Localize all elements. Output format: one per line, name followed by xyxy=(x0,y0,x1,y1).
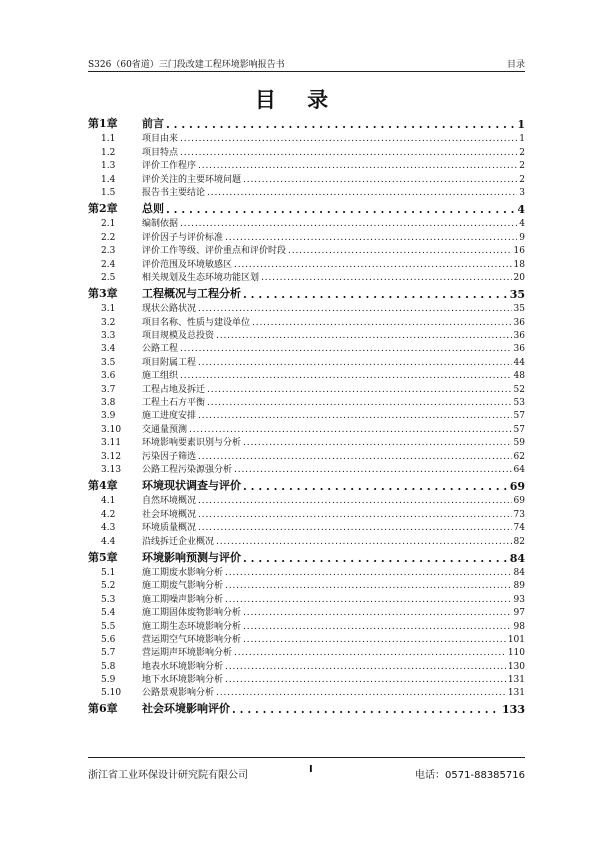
toc-entry-page: 84 xyxy=(513,567,525,578)
toc-leader-dots xyxy=(198,496,512,506)
toc-entry-page: 82 xyxy=(513,536,525,547)
toc-entry-title: 沿线拆迁企业概况 xyxy=(142,536,215,547)
toc-entry-page: 84 xyxy=(509,551,525,565)
toc-section-entry[interactable] xyxy=(88,565,525,578)
toc-entry-number: 第3章 xyxy=(88,286,118,300)
toc-section-entry[interactable] xyxy=(88,144,525,157)
toc-entry-title: 施工期废气影响分析 xyxy=(142,581,224,592)
toc-entry-title: 营运期声环境影响分析 xyxy=(142,648,233,659)
toc-leader-dots xyxy=(216,688,506,698)
footer-organization: 浙江省工业环保设计研究院有限公司 xyxy=(88,770,248,781)
toc-entry-page: 69 xyxy=(509,479,525,493)
toc-entry-number: 3.9 xyxy=(101,411,116,422)
toc-chapter-entry[interactable] xyxy=(88,698,525,716)
toc-entry-page: 57 xyxy=(513,424,525,435)
toc-section-entry[interactable] xyxy=(88,591,525,604)
toc-entry-title: 公路工程污染源强分析 xyxy=(142,464,233,475)
toc-entry-page: 18 xyxy=(513,259,525,270)
toc-section-entry[interactable] xyxy=(88,381,525,394)
toc-leader-dots xyxy=(166,118,515,131)
toc-section-entry[interactable] xyxy=(88,314,525,327)
toc-entry-number: 5.9 xyxy=(101,675,116,686)
toc-entry-number: 5.1 xyxy=(101,567,116,578)
toc-leader-dots xyxy=(243,175,517,185)
page-footer xyxy=(88,757,525,782)
toc-entry-number: 5.2 xyxy=(101,581,116,592)
toc-leader-dots xyxy=(243,608,512,618)
toc-section-entry[interactable] xyxy=(88,408,525,421)
toc-entry-title: 地下水环境影响分析 xyxy=(142,675,224,686)
toc-leader-dots xyxy=(180,344,512,354)
toc-entry-title: 报告书主要结论 xyxy=(142,187,206,198)
toc-section-entry[interactable] xyxy=(88,462,525,475)
toc-entry-page: 98 xyxy=(513,621,525,632)
toc-leader-dots xyxy=(198,161,517,171)
toc-leader-dots xyxy=(225,595,512,605)
toc-entry-page: 16 xyxy=(513,246,525,257)
toc-section-entry[interactable] xyxy=(88,158,525,171)
toc-entry-number: 3.12 xyxy=(101,451,122,462)
toc-chapter-entry[interactable] xyxy=(88,283,525,301)
toc-leader-dots xyxy=(180,219,517,229)
toc-section-entry[interactable] xyxy=(88,256,525,269)
toc-entry-title: 施工进度安排 xyxy=(142,411,197,422)
toc-section-entry[interactable] xyxy=(88,533,525,546)
toc-leader-dots xyxy=(198,358,512,368)
toc-entry-page: 1 xyxy=(519,134,525,145)
toc-section-entry[interactable] xyxy=(88,301,525,314)
toc-section-entry[interactable] xyxy=(88,493,525,506)
toc-chapter-entry[interactable] xyxy=(88,475,525,493)
toc-entry-number: 2.5 xyxy=(101,272,116,283)
toc-leader-dots xyxy=(234,260,512,270)
toc-entry-title: 环境质量概况 xyxy=(142,523,197,534)
toc-entry-number: 5.7 xyxy=(101,648,116,659)
toc-section-entry[interactable] xyxy=(88,421,525,434)
toc-entry-number: 第6章 xyxy=(88,702,118,716)
toc-entry-title: 总则 xyxy=(142,201,164,215)
header-section-label: 目录 xyxy=(506,60,525,70)
toc-leader-dots xyxy=(261,273,512,283)
toc-entry-page: 93 xyxy=(513,594,525,605)
page-header xyxy=(88,55,525,72)
toc-leader-dots xyxy=(198,411,512,421)
toc-entry-page: 4 xyxy=(519,219,525,230)
toc-leader-dots xyxy=(243,635,506,645)
toc-entry-page: 59 xyxy=(513,438,525,449)
toc-leader-dots xyxy=(180,371,512,381)
toc-entry-page: 3 xyxy=(519,187,525,198)
toc-leader-dots xyxy=(243,552,508,565)
toc-entry-title: 公路景观影响分析 xyxy=(142,688,215,699)
toc-entry-page: 101 xyxy=(507,634,525,645)
toc-entry-number: 第5章 xyxy=(88,550,118,564)
toc-section-entry[interactable] xyxy=(88,435,525,448)
toc-entry-title: 施工期废水影响分析 xyxy=(142,567,224,578)
toc-leader-dots xyxy=(243,288,508,301)
toc-entry-page: 57 xyxy=(513,411,525,422)
toc-section-entry[interactable] xyxy=(88,270,525,283)
toc-entry-title: 地表水环境影响分析 xyxy=(142,661,224,672)
toc-entry-title: 编制依据 xyxy=(142,219,179,230)
toc-entry-title: 项目规模及总投资 xyxy=(142,331,215,342)
toc-entry-page: 2 xyxy=(519,174,525,185)
toc-entry-page: 73 xyxy=(513,509,525,520)
toc-leader-dots xyxy=(216,537,512,547)
toc-leader-dots xyxy=(198,510,512,520)
toc-entry-page: 89 xyxy=(513,581,525,592)
toc-chapter-entry[interactable] xyxy=(88,113,525,131)
toc-entry-number: 4.4 xyxy=(101,536,116,547)
toc-entry-page: 2 xyxy=(519,147,525,158)
toc-entry-page: 69 xyxy=(513,496,525,507)
toc-entry-page: 52 xyxy=(513,384,525,395)
toc-leader-dots xyxy=(243,480,508,493)
toc-entry-page: 62 xyxy=(513,451,525,462)
toc-leader-dots xyxy=(225,662,506,672)
toc-entry-number: 第4章 xyxy=(88,478,118,492)
toc-entry-number: 1.3 xyxy=(101,161,116,172)
toc-section-entry[interactable] xyxy=(88,645,525,658)
toc-entry-page: 36 xyxy=(513,344,525,355)
toc-entry-number: 2.2 xyxy=(101,232,116,243)
toc-entry-page: 48 xyxy=(513,371,525,382)
toc-leader-dots xyxy=(198,304,512,314)
toc-entry-number: 4.2 xyxy=(101,509,116,520)
footer-page-number: I xyxy=(309,764,313,775)
toc-entry-number: 3.7 xyxy=(101,384,116,395)
header-document-title: S326（60省道）三门段改建工程环境影响报告书 xyxy=(88,60,285,70)
toc-section-entry[interactable] xyxy=(88,448,525,461)
toc-entry-title: 交通量预测 xyxy=(142,424,188,435)
toc-leader-dots xyxy=(180,148,517,158)
toc-entry-title: 施工期固体废物影响分析 xyxy=(142,608,242,619)
toc-chapter-entry[interactable] xyxy=(88,547,525,565)
toc-entry-title: 施工期生态环境影响分析 xyxy=(142,621,242,632)
toc-leader-dots xyxy=(166,203,515,216)
toc-section-entry[interactable] xyxy=(88,185,525,198)
toc-entry-title: 环境现状调查与评价 xyxy=(142,478,241,492)
toc-entry-page: 130 xyxy=(507,661,525,672)
toc-section-entry[interactable] xyxy=(88,229,525,242)
toc-entry-number: 1.5 xyxy=(101,187,116,198)
toc-entry-number: 3.10 xyxy=(101,424,122,435)
toc-leader-dots xyxy=(207,398,512,408)
toc-leader-dots xyxy=(189,425,512,435)
toc-entry-title: 评价因子与评价标准 xyxy=(142,232,224,243)
toc-entry-number: 5.6 xyxy=(101,634,116,645)
toc-leader-dots xyxy=(216,331,512,341)
toc-entry-number: 3.4 xyxy=(101,344,116,355)
toc-entry-number: 3.13 xyxy=(101,464,122,475)
toc-chapter-entry[interactable] xyxy=(88,198,525,216)
toc-entry-page: 131 xyxy=(507,675,525,686)
toc-entry-number: 第1章 xyxy=(88,117,118,130)
toc-entry-title: 环境影响要素识别与分析 xyxy=(142,438,242,449)
toc-entry-number: 5.4 xyxy=(101,608,116,619)
toc-entry-page: 110 xyxy=(507,648,525,659)
toc-entry-number: 1.4 xyxy=(101,174,116,185)
toc-entry-title: 施工组织 xyxy=(142,371,179,382)
footer-phone: 电话：0571-88385716 xyxy=(415,770,525,781)
toc-entry-number: 3.8 xyxy=(101,398,116,409)
toc-entry-title: 项目特点 xyxy=(142,147,179,158)
toc-leader-dots xyxy=(225,568,512,578)
toc-leader-dots xyxy=(225,233,517,243)
toc-entry-number: 5.8 xyxy=(101,661,116,672)
toc-section-entry[interactable] xyxy=(88,131,525,144)
toc-section-entry[interactable] xyxy=(88,578,525,591)
toc-entry-number: 1.2 xyxy=(101,147,116,158)
toc-entry-page: 131 xyxy=(507,688,525,699)
toc-leader-dots xyxy=(234,465,512,475)
toc-section-entry[interactable] xyxy=(88,520,525,533)
toc-entry-page: 44 xyxy=(513,357,525,368)
toc-entry-number: 3.5 xyxy=(101,357,116,368)
toc-section-entry[interactable] xyxy=(88,658,525,671)
toc-entry-number: 3.2 xyxy=(101,317,116,328)
toc-entry-page: 35 xyxy=(513,304,525,315)
toc-entry-title: 前言 xyxy=(142,117,164,130)
toc-leader-dots xyxy=(232,703,500,716)
toc-entry-page: 133 xyxy=(502,703,525,717)
toc-section-entry[interactable] xyxy=(88,341,525,354)
toc-leader-dots xyxy=(234,648,506,658)
toc-section-entry[interactable] xyxy=(88,632,525,645)
toc-entry-title: 工程概况与工程分析 xyxy=(142,286,241,300)
toc-entry-number: 5.3 xyxy=(101,594,116,605)
toc-entry-page: 4 xyxy=(517,202,525,216)
toc-entry-title: 现状公路状况 xyxy=(142,304,197,315)
toc-leader-dots xyxy=(198,523,512,533)
toc-entry-title: 自然环境概况 xyxy=(142,496,197,507)
toc-entry-page: 36 xyxy=(513,331,525,342)
toc-entry-number: 5.5 xyxy=(101,621,116,632)
toc-entry-number: 3.11 xyxy=(101,438,122,449)
toc-entry-title: 项目由来 xyxy=(142,134,179,145)
toc-title: 目 录 xyxy=(254,87,341,112)
toc-entry-page: 97 xyxy=(513,608,525,619)
toc-entry-page: 74 xyxy=(513,523,525,534)
toc-entry-number: 3.1 xyxy=(101,304,116,315)
toc-leader-dots xyxy=(207,188,517,198)
toc-entry-title: 项目名称、性质与建设单位 xyxy=(142,317,251,328)
toc-entry-page: 64 xyxy=(513,464,525,475)
toc-entry-title: 营运期空气环境影响分析 xyxy=(142,634,242,645)
toc-section-entry[interactable] xyxy=(88,395,525,408)
toc-entry-number: 3.3 xyxy=(101,331,116,342)
toc-entry-number: 2.1 xyxy=(101,219,116,230)
toc-entry-title: 社会环境影响评价 xyxy=(142,702,230,716)
toc-leader-dots xyxy=(288,246,512,256)
toc-section-entry[interactable] xyxy=(88,672,525,685)
toc-entry-number: 2.4 xyxy=(101,259,116,270)
toc-entry-page: 20 xyxy=(513,272,525,283)
toc-entry-number: 4.3 xyxy=(101,523,116,534)
toc-entry-title: 污染因子筛选 xyxy=(142,451,197,462)
toc-entry-title: 评价范围及环境敏感区 xyxy=(142,259,233,270)
toc-leader-dots xyxy=(225,675,506,685)
toc-entry-page: 9 xyxy=(519,232,525,243)
toc-entry-title: 项目附属工程 xyxy=(142,357,197,368)
toc-leader-dots xyxy=(243,438,512,448)
toc-entry-title: 相关规划及生态环境功能区划 xyxy=(142,272,260,283)
toc-section-entry[interactable] xyxy=(88,216,525,229)
toc-section-entry[interactable] xyxy=(88,685,525,698)
toc-entry-page: 2 xyxy=(519,161,525,172)
toc-entry-title: 施工期噪声影响分析 xyxy=(142,594,224,605)
toc-entry-title: 工程占地及拆迁 xyxy=(142,384,206,395)
toc-entry-title: 社会环境概况 xyxy=(142,509,197,520)
toc-section-entry[interactable] xyxy=(88,171,525,184)
toc-leader-dots xyxy=(243,622,512,632)
toc-entry-title: 评价工作等级、评价重点和评价时段 xyxy=(142,246,287,257)
toc-entry-number: 4.1 xyxy=(101,496,116,507)
toc-section-entry[interactable] xyxy=(88,243,525,256)
toc-entry-page: 35 xyxy=(509,287,525,301)
toc-section-entry[interactable] xyxy=(88,368,525,381)
toc-entry-page: 1 xyxy=(517,118,525,131)
toc-entry-number: 1.1 xyxy=(101,134,116,145)
toc-entry-number: 第2章 xyxy=(88,201,118,215)
toc-leader-dots xyxy=(180,134,517,144)
toc-entry-page: 53 xyxy=(513,398,525,409)
toc-section-entry[interactable] xyxy=(88,618,525,631)
toc-entry-number: 3.6 xyxy=(101,371,116,382)
table-of-contents xyxy=(88,113,525,716)
toc-entry-page: 36 xyxy=(513,317,525,328)
toc-entry-title: 环境影响预测与评价 xyxy=(142,550,241,564)
toc-leader-dots xyxy=(252,318,512,328)
toc-section-entry[interactable] xyxy=(88,506,525,519)
toc-entry-title: 工程土石方平衡 xyxy=(142,398,206,409)
toc-section-entry[interactable] xyxy=(88,354,525,367)
toc-section-entry[interactable] xyxy=(88,605,525,618)
toc-leader-dots xyxy=(207,385,512,395)
toc-entry-title: 公路工程 xyxy=(142,344,179,355)
toc-section-entry[interactable] xyxy=(88,328,525,341)
toc-entry-title: 评价关注的主要环境问题 xyxy=(142,174,242,185)
toc-leader-dots xyxy=(225,581,512,591)
toc-entry-title: 评价工作程序 xyxy=(142,161,197,172)
toc-entry-number: 2.3 xyxy=(101,246,116,257)
toc-leader-dots xyxy=(198,452,512,462)
toc-entry-number: 5.10 xyxy=(101,688,122,699)
